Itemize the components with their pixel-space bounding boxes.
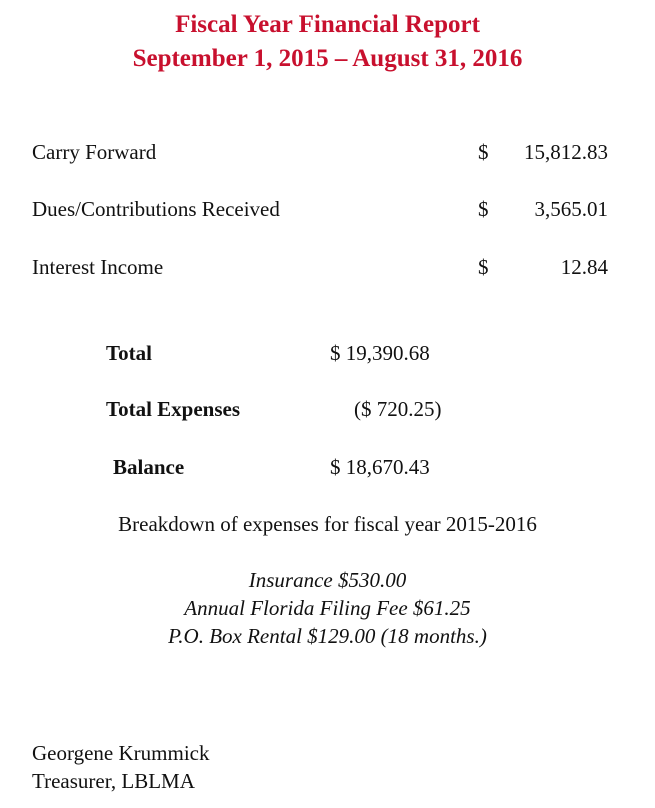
breakdown-heading: Breakdown of expenses for fiscal year 2015-2016 xyxy=(118,512,537,536)
income-amount: 15,812.83 xyxy=(524,140,608,164)
expense-item-insurance: Insurance $530.00 xyxy=(248,568,407,592)
income-label: Dues/Contributions Received xyxy=(32,197,280,221)
currency-symbol: $ xyxy=(478,255,489,279)
income-label: Interest Income xyxy=(32,255,164,279)
report-title: Fiscal Year Financial Report xyxy=(175,11,480,38)
total-label: Total xyxy=(106,341,152,365)
total-value: $ 19,390.68 xyxy=(330,341,430,365)
expense-item-filing-fee: Annual Florida Filing Fee $61.25 xyxy=(184,596,471,620)
currency-symbol: $ xyxy=(478,140,489,164)
expense-item-po-box: P.O. Box Rental $129.00 (18 months.) xyxy=(168,624,487,648)
total-expenses-label: Total Expenses xyxy=(106,397,241,421)
balance-label: Balance xyxy=(113,455,185,479)
income-amount: 3,565.01 xyxy=(534,197,608,221)
income-label: Carry Forward xyxy=(32,140,157,164)
balance-value: $ 18,670.43 xyxy=(330,455,430,479)
report-period: September 1, 2015 – August 31, 2016 xyxy=(132,45,523,72)
total-expenses-value: ($ 720.25) xyxy=(354,397,442,421)
currency-symbol: $ xyxy=(478,197,489,221)
signatory-name: Georgene Krummick xyxy=(32,741,210,765)
income-amount: 12.84 xyxy=(560,255,608,279)
signatory-role: Treasurer, LBLMA xyxy=(32,769,195,793)
